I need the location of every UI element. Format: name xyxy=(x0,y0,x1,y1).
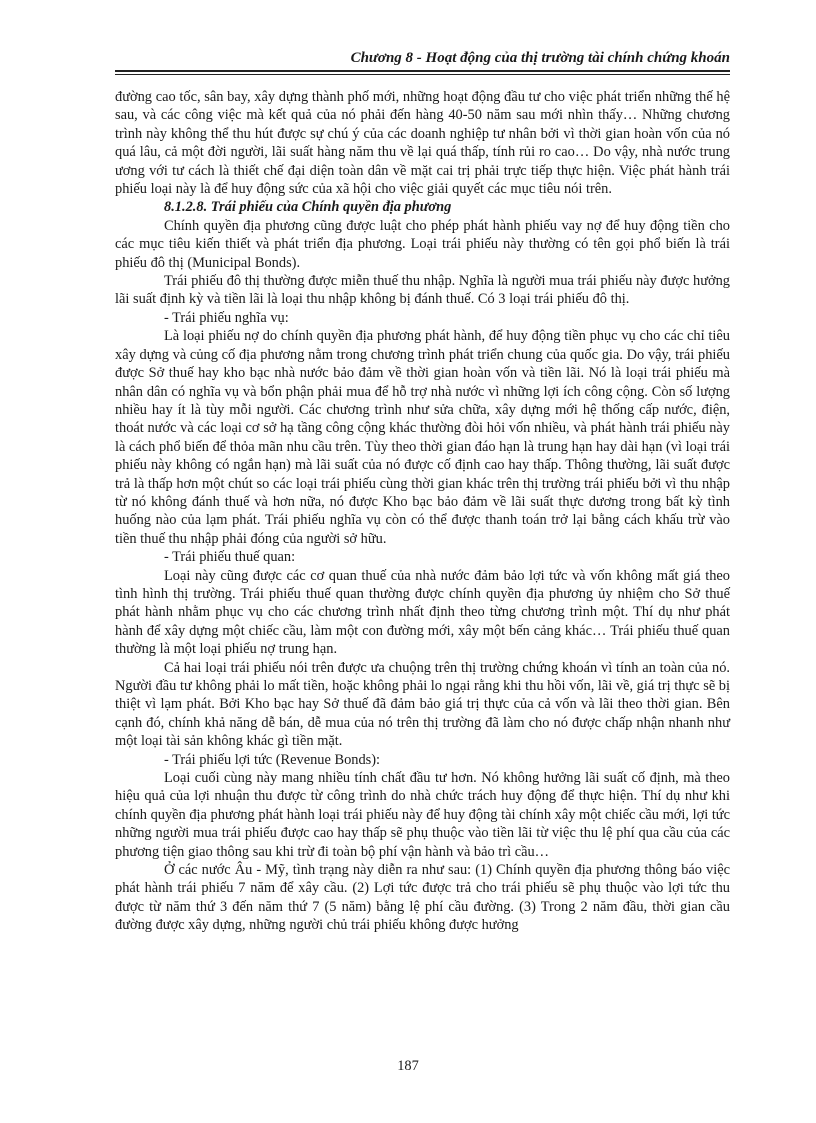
paragraph: Trái phiếu đô thị thường được miễn thuế thu nhập. Nghĩa là người mua trái phiếu này được hưởng lãi suất định kỳ và tiền lãi là loại thu nhập không bị đánh thuế. Có 3 loại trái phiếu đô thị. xyxy=(115,273,730,308)
paragraph: Chính quyền địa phương cũng được luật cho phép phát hành phiếu vay nợ để huy động tiền cho các mục tiêu kiến thiết và phát triển địa phương. Loại trái phiếu này thường có tên gọi phổ biến là trái phiếu đô thị (Municipal Bonds). xyxy=(115,217,730,271)
subheading: - Trái phiếu nghĩa vụ: xyxy=(164,309,289,326)
subheading: - Trái phiếu thuế quan: xyxy=(164,549,296,566)
paragraph: đường cao tốc, sân bay, xây dựng thành phố mới, những hoạt động đầu tư cho việc phát triển những thế hệ sau, và các công việc mà kết quả của nó phải đến hàng 40-50 năm sau mới nhìn thấy… Những chương trình này không thể thu hút được sự chú ý của các doanh nghiệp tư nhân bởi vì thời gian hoàn vốn của nó quá lâu, cả một đời người, lãi suất hàng năm thu về lại quá thấp, tính rủi ro cao… Do vậy, nhà nước trung ương với tư cách là thiết chế đại diện toàn dân về mặt cai trị phải trực tiếp thực hiện. Việc phát hành trái phiếu loại này là để huy động sức của xã hội cho việc giải quyết các mục tiêu nói trên. xyxy=(115,89,730,198)
page-body xyxy=(115,88,730,935)
paragraph: Cả hai loại trái phiếu nói trên được ưa chuộng trên thị trường chứng khoán vì tính an toàn của nó. Người đầu tư không phải lo mất tiền, hoặc không phải lo ngại rằng khi thu hồi vốn, lãi về, giá trị thực sẽ bị thiệt vì lạm phát. Bởi Kho bạc hay Sở thuế đã đảm bảo giá trị thực của cả vốn và lãi theo thời gian. Bên cạnh đó, chính khả năng dễ bán, dễ mua của nó trên thị trường đã làm cho nó được chấp nhận nhanh như một loại tài sản không khác gì tiền mặt. xyxy=(115,659,730,750)
page-number: 187 xyxy=(397,1058,419,1074)
chapter-header: Chương 8 - Hoạt động của thị trường tài chính chứng khoán xyxy=(350,50,730,66)
header-rule-thick xyxy=(115,70,730,72)
paragraph: Ở các nước Âu - Mỹ, tình trạng này diễn ra như sau: (1) Chính quyền địa phương thông báo việc phát hành trái phiếu 7 năm để xây cầu. (2) Lợi tức được trả cho trái phiếu sẽ phụ thuộc vào lợi tức thu được từ năm thứ 3 đến năm thứ 7 (5 năm) bằng lệ phí cầu đường. (3) Trong 2 năm đầu, thời gian cầu đường được xây dựng, những người chủ trái phiếu không được hưởng xyxy=(115,862,730,934)
paragraph: Là loại phiếu nợ do chính quyền địa phương phát hành, để huy động tiền phục vụ cho các chỉ tiêu xây dựng và củng cố địa phương nằm trong chương trình phát triển chung của quốc gia. Do vậy, trái phiếu được Sở thuế hay kho bạc nhà nước bảo đảm về thời gian hoàn vốn và tiền lãi. Nó là loại trái phiếu mà nhân dân có nghĩa vụ và bổn phận phải mua để hỗ trợ nhà nước vì những lợi ích công cộng. Còn số lượng nhiều hay ít là tùy mỗi người. Các chương trình như sửa chữa, xây dựng mới hệ thống cấp nước, điện, thoát nước và các loại cơ sở hạ tầng công cộng khác thường đòi hỏi vốn nhiều, và phát hành trái phiếu này là cách phổ biến để thỏa mãn nhu cầu trên. Tùy theo thời gian đáo hạn là trung hạn hay dài hạn (vì loại trái phiếu này không có ngắn hạn) mà lãi suất của nó được cố định cao hay thấp. Thông thường, lãi suất được trả là thấp hơn một chút so các loại trái phiếu cùng thời gian khác trên thị trường trái phiếu bởi vì thu nhập từ nó không đánh thuế và hơn nữa, nó được Kho bạc bảo đảm về lãi suất thực dương trong bất kỳ tình huống nào của lạm phát. Trái phiếu nghĩa vụ còn có thể được thanh toán trở lại bằng cách khấu trừ vào tiền thuế thu nhập phải đóng của người sở hữu. xyxy=(115,328,730,547)
subheading: - Trái phiếu lợi tức (Revenue Bonds): xyxy=(164,751,381,768)
paragraph: Loại cuối cùng này mang nhiều tính chất đầu tư hơn. Nó không hưởng lãi suất cố định, mà theo hiệu quả của lợi nhuận thu được từ công trình do nhà chức trách huy động để thực hiện. Thí dụ như khi chính quyền địa phương phát hành loại trái phiếu này để huy động tài chính xây một chiếc cầu mới, lợi tức những người mua trái phiếu được cao hay thấp sẽ phụ thuộc vào tiền lãi từ việc thu lệ phí qua cầu của các phương tiện giao thông sau khi trừ đi toàn bộ phí vận hành và bảo trì cầu… xyxy=(115,770,730,860)
section-heading: 8.1.2.8. Trái phiếu của Chính quyền địa phương xyxy=(164,199,452,216)
header-rule-thin xyxy=(115,74,730,75)
paragraph: Loại này cũng được các cơ quan thuế của nhà nước đảm bảo lợi tức và vốn không mất giá theo tình hình thị trường. Trái phiếu thuế quan thường được chính quyền địa phương ủy nhiệm cho Sở thuế phát hành nhằm phục vụ cho các chương trình nhất định theo từng chương trình một. Thí dụ như phát hành để xây dựng một chiếc cầu, làm một con đường mới, xây một bến cảng khác… Trái phiếu thuế quan thường là một loại phiếu nợ trung hạn. xyxy=(115,567,730,658)
